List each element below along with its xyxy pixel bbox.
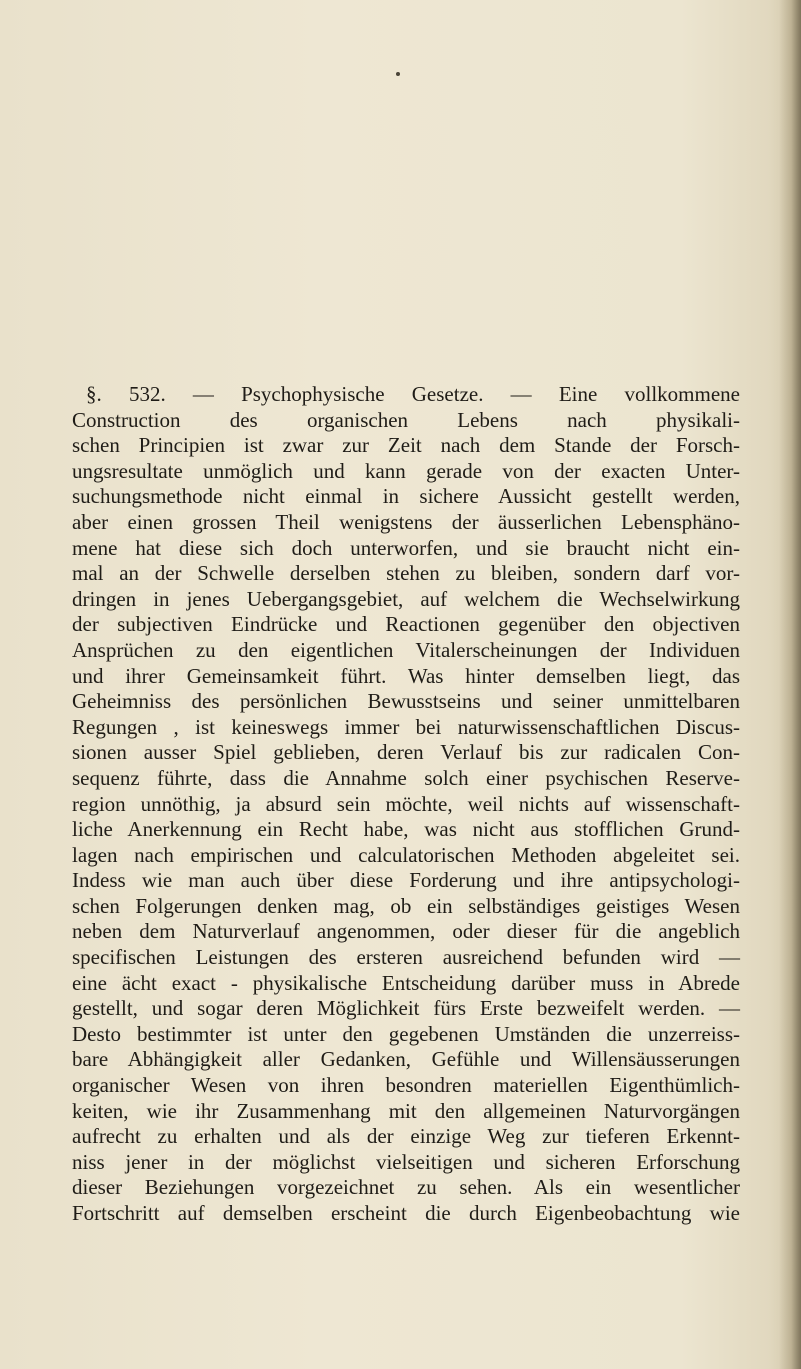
text-line: Ansprüchen zu den eigentlichen Vitalerscheinungen der Individuen <box>72 637 740 662</box>
text-line: lagen nach empirischen und calculatorischen Methoden abgeleitet sei. <box>72 842 740 867</box>
text-line: suchungsmethode nicht einmal in sichere Aussicht gestellt werden, <box>72 484 740 509</box>
text-line: liche Anerkennung ein Recht habe, was nicht aus stofflichen Grund- <box>72 817 740 842</box>
text-line: §. 532. — Psychophysische Gesetze. — Eine vollkommene <box>86 382 740 406</box>
text-line: neben dem Naturverlauf angenommen, oder dieser für die angeblich <box>72 919 740 944</box>
text-line: bare Abhängigkeit aller Gedanken, Gefühle und Willensäusserungen <box>72 1047 740 1072</box>
text-line: mene hat diese sich doch unterworfen, und sie braucht nicht ein- <box>72 535 740 560</box>
text-line: gestellt, und sogar deren Möglichkeit fürs Erste bezweifelt werden. — <box>72 996 740 1021</box>
paragraph <box>72 382 740 1227</box>
text-line: Indess wie man auch über diese Forderung und ihre antipsychologi- <box>72 868 740 893</box>
text-line: organischer Wesen von ihren besondren materiellen Eigenthümlich- <box>72 1073 740 1098</box>
text-line: Construction des organischen Lebens nach physikali- <box>72 407 740 432</box>
text-line: schen Folgerungen denken mag, ob ein selbständiges geistiges Wesen <box>72 893 740 918</box>
text-line: dieser Beziehungen vorgezeichnet zu sehen. Als ein wesentlicher <box>72 1175 740 1200</box>
text-line: der subjectiven Eindrücke und Reactionen gegenüber den objectiven <box>72 612 740 637</box>
text-line: mal an der Schwelle derselben stehen zu bleiben, sondern darf vor- <box>72 561 740 586</box>
text-line: specifischen Leistungen des ersteren ausreichend befunden wird — <box>72 945 740 970</box>
ink-speck <box>396 72 400 76</box>
text-line: Geheimniss des persönlichen Bewusstseins und seiner unmittelbaren <box>72 689 740 714</box>
text-line: keiten, wie ihr Zusammenhang mit den allgemeinen Naturvorgängen <box>72 1098 740 1123</box>
text-line: Fortschritt auf demselben erscheint die durch Eigenbeobachtung wie <box>72 1201 740 1225</box>
text-line: aufrecht zu erhalten und als der einzige Weg zur tieferen Erkennt- <box>72 1124 740 1149</box>
page-edge-shadow <box>779 0 801 1369</box>
text-line: eine ächt exact - physikalische Entscheidung darüber muss in Abrede <box>72 970 740 995</box>
text-line: sequenz führte, dass die Annahme solch einer psychischen Reserve- <box>72 765 740 790</box>
text-line: Desto bestimmter ist unter den gegebenen Umständen die unzerreiss- <box>72 1021 740 1046</box>
text-line: region unnöthig, ja absurd sein möchte, weil nichts auf wissenschaft- <box>72 791 740 816</box>
text-line: niss jener in der möglichst vielseitigen und sicheren Erforschung <box>72 1149 740 1174</box>
text-line: Regungen , ist keineswegs immer bei naturwissenschaftlichen Discus- <box>72 714 740 739</box>
text-line: dringen in jenes Uebergangsgebiet, auf welchem die Wechselwirkung <box>72 586 740 611</box>
text-line: ungsresultate unmöglich und kann gerade von der exacten Unter- <box>72 458 740 483</box>
text-line: schen Principien ist zwar zur Zeit nach dem Stande der Forsch- <box>72 433 740 458</box>
text-line: und ihrer Gemeinsamkeit führt. Was hinter demselben liegt, das <box>72 663 740 688</box>
text-line: aber einen grossen Theil wenigstens der äusserlichen Lebensphäno- <box>72 509 740 534</box>
text-line: sionen ausser Spiel geblieben, deren Verlauf bis zur radicalen Con- <box>72 740 740 765</box>
